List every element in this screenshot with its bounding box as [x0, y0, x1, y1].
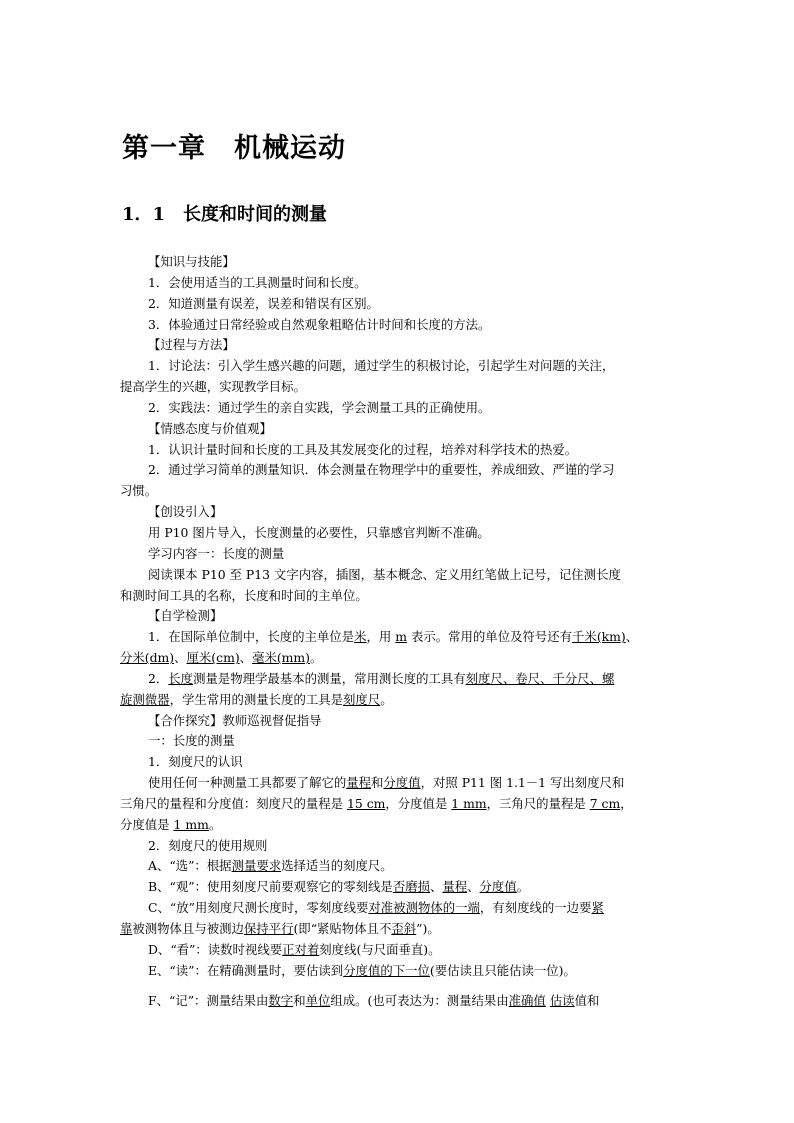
text-line: [120, 460, 680, 481]
text-line: [120, 419, 680, 440]
underlined-answer: 歪斜: [391, 921, 417, 936]
text-segment: 使用任何一种测量工具都要了解它的: [148, 775, 347, 791]
text-line: [120, 752, 680, 773]
underlined-answer: 厘米(cm): [186, 650, 240, 666]
text-segment: 、: [429, 879, 443, 895]
text-segment: ，: [620, 795, 633, 811]
text-segment: 分度值是: [120, 816, 174, 832]
text-line: [120, 940, 680, 961]
underlined-answer: 刻度尺: [343, 691, 381, 707]
text-line: [120, 669, 680, 690]
text-segment: 3．体验通过日常经验或自然观象粗略估计时间和长度的方法。: [148, 316, 491, 332]
text-line: [120, 606, 680, 627]
text-segment: 2．知道测量有误差，误差和错误有区别。: [148, 295, 379, 311]
underlined-answer: m: [395, 629, 408, 645]
text-segment: B、“观”：使用刻度尺前要观察它的零刻线是: [148, 879, 393, 895]
underlined-answer: 估读: [549, 992, 575, 1008]
text-segment: 、: [239, 650, 253, 666]
text-segment: 刻度线(与尺面垂直)。: [319, 941, 441, 957]
text-line: [120, 836, 680, 857]
text-line: [120, 690, 680, 711]
text-line: [120, 440, 680, 461]
underlined-answer: 毫米(mm): [252, 650, 311, 666]
underlined-answer: 靠: [120, 921, 133, 936]
text-line: [120, 481, 680, 502]
underlined-answer: 1 mm: [173, 816, 209, 832]
text-segment: (要估读且只能估读一位)。: [429, 962, 576, 978]
text-segment: ，分度值是: [385, 795, 452, 811]
text-segment: 一：长度的测量: [148, 733, 235, 749]
underlined-answer: 否磨损: [392, 879, 430, 895]
text-line: [120, 991, 680, 1012]
text-segment: 习惯。: [120, 483, 158, 499]
text-segment: 【过程与方法】: [148, 337, 235, 353]
text-segment: 。: [380, 691, 393, 707]
underlined-answer: 刻度尺、卷尺、千分尺、螺: [465, 670, 615, 686]
text-line: [120, 544, 680, 565]
text-segment: 组成。(也可表达为：测量结果由: [330, 992, 509, 1008]
text-segment: 三角尺的量程和分度值：刻度尺的量程是: [120, 795, 347, 811]
underlined-answer: 分度值的下一位: [343, 962, 430, 978]
underlined-answer: 旋测微器: [120, 691, 170, 707]
text-segment: 1．会使用适当的工具测量时间和长度。: [148, 274, 367, 290]
text-segment: 【合作探究】教师巡视督促指导: [148, 712, 322, 728]
text-segment: 、: [467, 879, 480, 895]
underlined-answer: 分米(dm): [120, 650, 175, 666]
text-segment: 【创设引入】: [148, 504, 223, 520]
text-segment: 和: [293, 992, 306, 1008]
underlined-answer: 保持平行: [243, 921, 294, 936]
text-line: [120, 502, 680, 523]
text-line: [120, 627, 680, 648]
underlined-answer: 7 cm: [589, 795, 621, 811]
text-line: [120, 711, 680, 732]
underlined-answer: 1 mm: [451, 795, 487, 811]
text-segment: 和测时间工具的名称，长度和时间的主单位。: [120, 587, 368, 603]
underlined-answer: 米: [354, 629, 367, 645]
text-segment: 阅读课本 P10 至 P13 文字内容，插图，基本概念、定义用红笔做上记号，记住测长度: [148, 566, 621, 582]
text-segment: 、: [174, 650, 187, 666]
text-segment: 用 P10 图片导入，长度测量的必要性，只靠感官判断不准确。: [148, 524, 490, 540]
underlined-answer: 紧: [591, 900, 604, 916]
underlined-answer: 数字: [268, 992, 294, 1008]
underlined-answer: 测量要求: [231, 858, 282, 874]
text-segment: 提高学生的兴趣，实现教学目标。: [120, 379, 306, 395]
text-line: [120, 273, 680, 294]
text-segment: ，对照 P11 图 1.1－1 写出刻度尺和: [420, 775, 625, 791]
underlined-answer: 准确值: [508, 992, 546, 1008]
text-segment: 选择适当的刻度尺。: [281, 858, 393, 874]
text-segment: 1．刻度尺的认识: [148, 754, 243, 770]
text-segment: ，三角尺的量程是: [486, 795, 590, 811]
text-segment: ，有刻度线的一边要: [479, 900, 592, 916]
document-body: [120, 252, 680, 1011]
text-line: [120, 961, 680, 982]
text-segment: 。: [310, 650, 323, 666]
underlined-answer: 长度: [168, 670, 194, 686]
text-line: [120, 856, 680, 877]
text-segment: 值和: [574, 992, 600, 1008]
text-segment: A、“选”：根据: [148, 858, 232, 874]
text-line: [120, 565, 680, 586]
text-segment: ，用: [366, 629, 396, 645]
text-segment: 表示。常用的单位及符号还有: [407, 629, 573, 645]
text-segment: 。: [208, 816, 222, 832]
text-segment: C、“放”用刻度尺测长度时，零刻度线要: [148, 900, 369, 916]
text-line: [120, 877, 680, 898]
text-line: [120, 377, 680, 398]
text-segment: 1．讨论法：引入学生感兴趣的问题，通过学生的积极讨论，引起学生对问题的关注，: [148, 358, 615, 374]
text-line: [120, 315, 680, 336]
text-line: [120, 586, 680, 607]
paragraph-gap: [120, 982, 680, 991]
text-segment: 2．实践法：通过学生的亲自实践，学会测量工具的正确使用。: [148, 399, 491, 415]
text-segment: 和: [371, 775, 384, 791]
text-segment: D、“看”：读数时视线要: [148, 941, 283, 957]
underlined-answer: 15 cm: [346, 795, 386, 811]
text-segment: F、“记”：测量结果由: [148, 992, 269, 1008]
underlined-answer: 对准被测物体的一端: [368, 900, 480, 916]
text-segment: 被测物体且与被测边: [132, 921, 244, 936]
underlined-answer: 千米(km): [572, 629, 626, 645]
text-line: [120, 794, 680, 815]
text-segment: 2．通过学习简单的测量知识．体会测量在物理学中的重要性，养成细致、严谨的学习: [148, 462, 615, 478]
text-line: [120, 773, 680, 794]
text-line: [120, 398, 680, 419]
text-segment: 。: [516, 879, 530, 895]
underlined-answer: 量程: [442, 879, 468, 895]
text-line: [120, 648, 680, 669]
underlined-answer: 分度值: [479, 879, 517, 895]
text-segment: (即“紧贴物体且不: [293, 921, 392, 936]
text-segment: 【自学检测】: [148, 608, 223, 624]
text-line: [120, 898, 680, 919]
underlined-answer: 正对着: [282, 941, 320, 957]
text-line: [120, 335, 680, 356]
underlined-answer: 分度值: [383, 775, 421, 791]
underlined-answer: 单位: [305, 992, 331, 1008]
chapter-title: 第一章 机械运动: [122, 133, 346, 164]
underlined-answer: 量程: [346, 775, 372, 791]
section-title: 1．1 长度和时间的测量: [122, 204, 328, 225]
text-line: [120, 356, 680, 377]
text-line: [120, 523, 680, 544]
text-segment: E、“读”：在精确测量时，要估读到: [148, 962, 344, 978]
text-segment: 学习内容一：长度的测量: [148, 545, 285, 561]
text-line: [120, 731, 680, 752]
text-segment: 2．: [148, 670, 169, 686]
text-line: [120, 294, 680, 315]
text-segment: ”)。: [416, 921, 440, 936]
text-line: [120, 815, 680, 836]
text-line: [120, 919, 680, 940]
text-segment: 1．认识计量时间和长度的工具及其发展变化的过程，培养对科学技术的热爱。: [148, 441, 578, 457]
text-segment: 【知识与技能】: [148, 254, 235, 269]
text-segment: ，学生常用的测量长度的工具是: [169, 691, 344, 707]
text-segment: 2．刻度尺的使用规则: [148, 837, 268, 853]
text-segment: 、: [625, 629, 639, 645]
text-segment: 【情感态度与价值观】: [148, 420, 272, 436]
text-segment: 1．在国际单位制中，长度的主单位是: [148, 629, 355, 645]
text-line: [120, 252, 680, 273]
text-segment: 测量是物理学最基本的测量，常用测长度的工具有: [193, 670, 466, 686]
